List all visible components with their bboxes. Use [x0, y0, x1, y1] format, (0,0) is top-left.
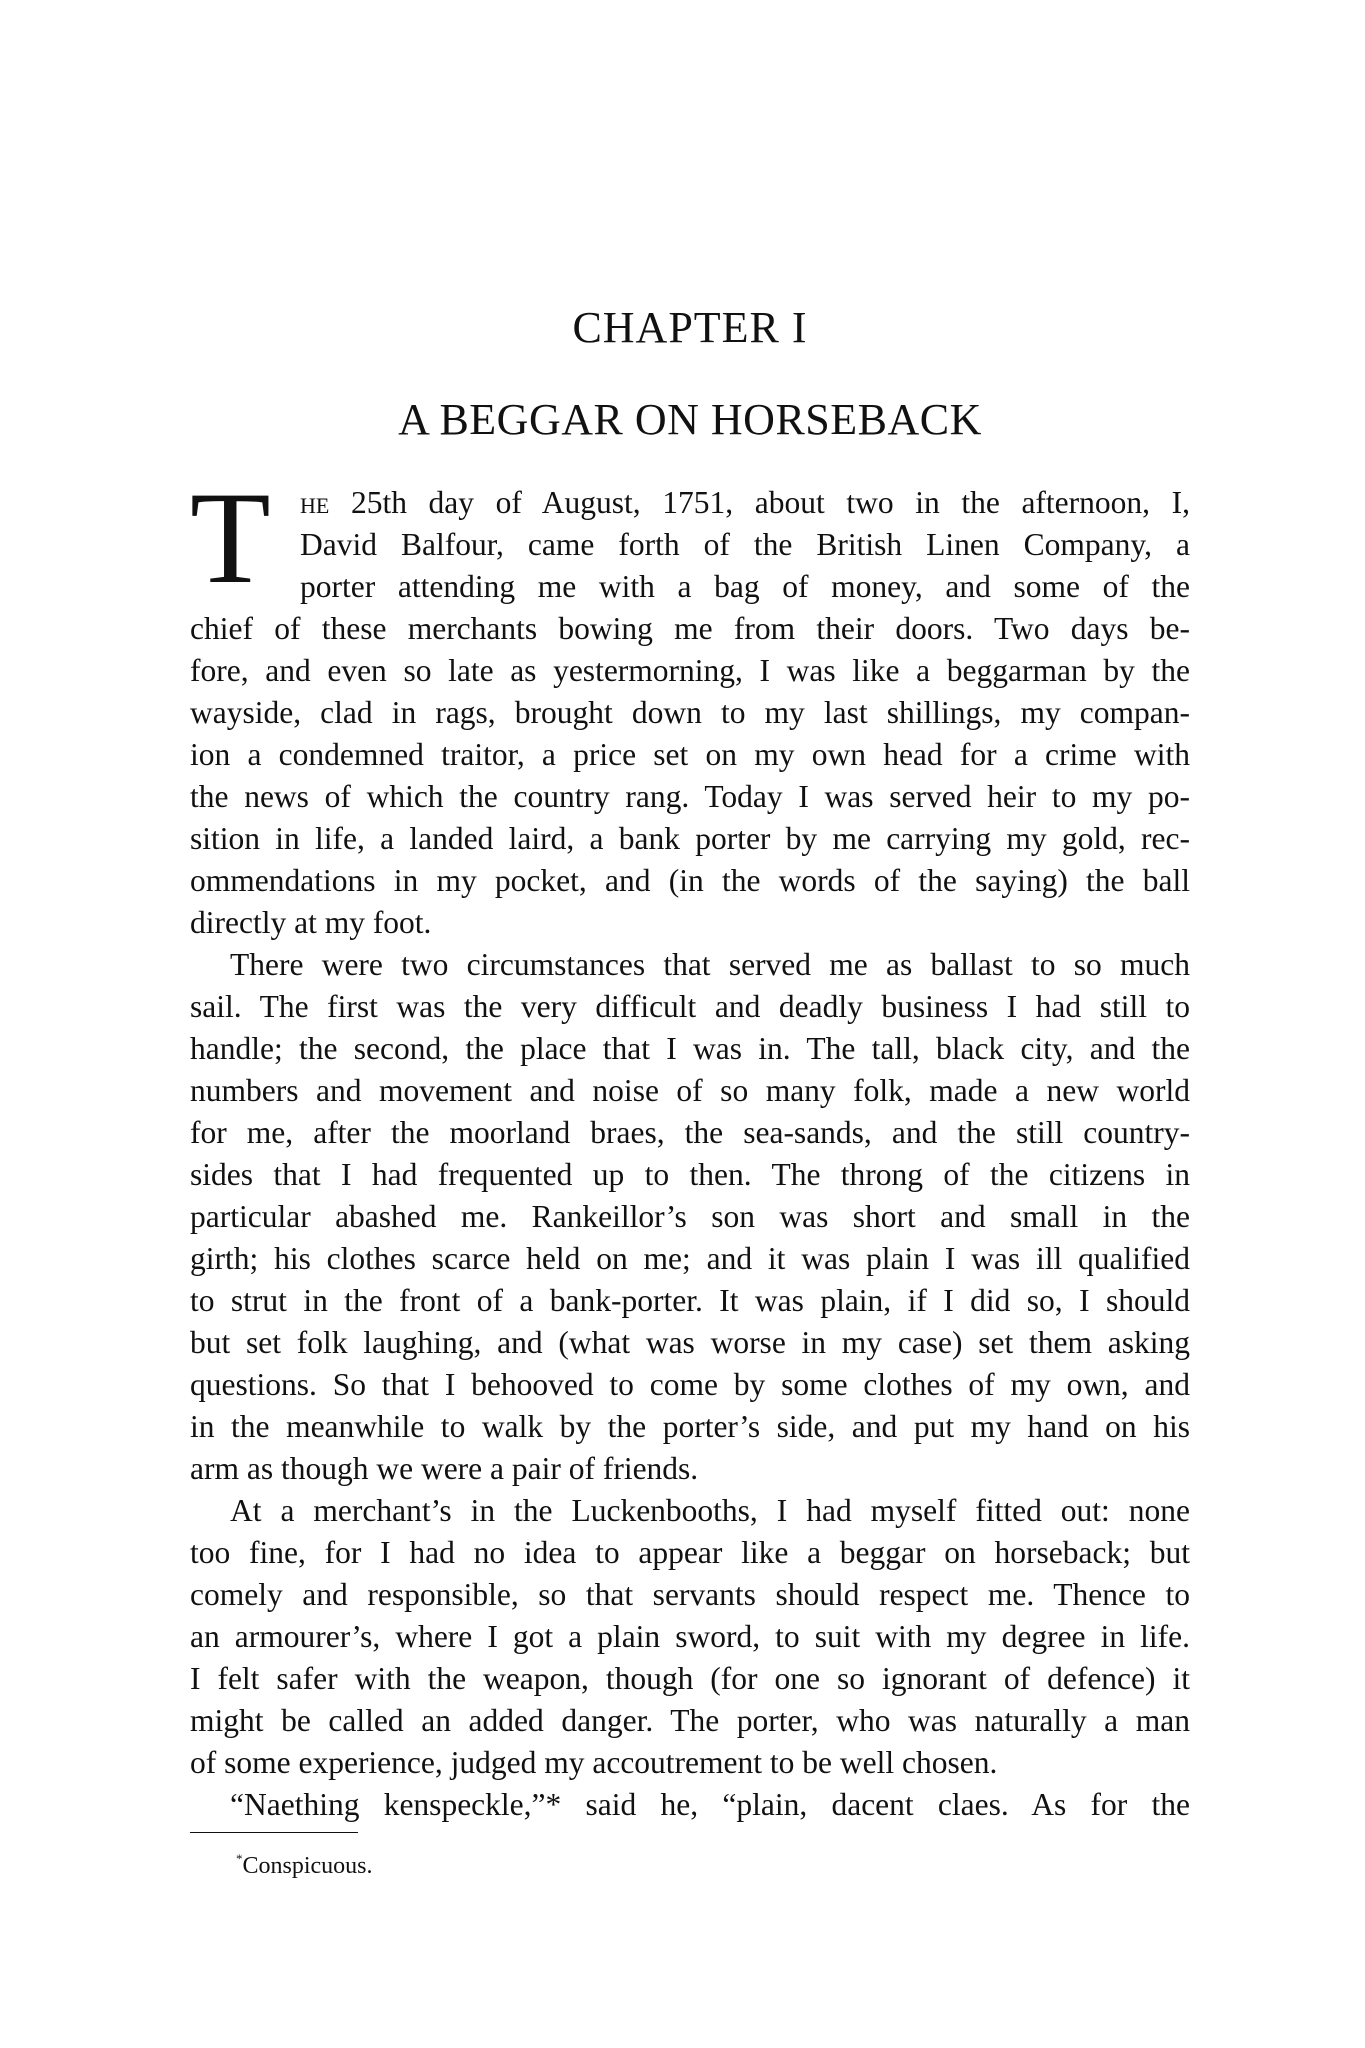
- paragraph-first-line: At a merchant’s in the Luckenbooths, I had myself fitted out: none: [230, 1493, 1190, 1528]
- footnote: [236, 1842, 373, 1883]
- text-line: ion a condemned traitor, a price set on my own head for a crime with: [190, 737, 1190, 772]
- paragraph-end-line: arm as though we were a pair of friends.: [190, 1451, 699, 1486]
- chapter-title: A BEGGAR ON HORSEBACK: [398, 395, 982, 444]
- text-line: I felt safer with the weapon, though (for one so ignorant of defence) it: [190, 1661, 1190, 1696]
- text-line: an armourer’s, where I got a plain sword, to suit with my degree in life.: [190, 1619, 1190, 1654]
- text-line: fore, and even so late as yestermorning, I was like a beggarman by the: [190, 653, 1190, 688]
- paragraph-end-line: directly at my foot.: [190, 905, 432, 940]
- text-line: sail. The first was the very difficult and deadly business I had still to: [190, 989, 1190, 1024]
- paragraph-first-line: “Naething kenspeckle,”* said he, “plain, dacent claes. As for the: [230, 1787, 1190, 1822]
- text-line: sides that I had frequented up to then. The throng of the citizens in: [190, 1157, 1190, 1192]
- text-line: particular abashed me. Rankeillor’s son was short and small in the: [190, 1199, 1190, 1234]
- text-line: sition in life, a landed laird, a bank porter by me carrying my gold, rec-: [190, 821, 1190, 856]
- footnote-text: Conspicuous.: [242, 1853, 373, 1879]
- book-page: [190, 0, 1190, 2048]
- chapter-number: CHAPTER I: [572, 303, 808, 352]
- first-word-small-caps: he: [300, 485, 330, 520]
- text-line: chief of these merchants bowing me from their doors. Two days be-: [190, 611, 1190, 646]
- footnote-mark: *: [236, 1851, 243, 1866]
- text-line: for me, after the moorland braes, the sea-sands, and the still country-: [190, 1115, 1190, 1150]
- paragraph-end-line: of some experience, judged my accoutrement to be well chosen.: [190, 1745, 998, 1780]
- text-line: the news of which the country rang. Today I was served heir to my po-: [190, 779, 1190, 814]
- text-line: wayside, clad in rags, brought down to my last shillings, my compan-: [190, 695, 1190, 730]
- text-line: comely and responsible, so that servants should respect me. Thence to: [190, 1577, 1190, 1612]
- text-line: might be called an added danger. The porter, who was naturally a man: [190, 1703, 1190, 1738]
- text-line: he 25th day of August, 1751, about two in the afternoon, I,: [300, 485, 1190, 520]
- drop-cap: T: [190, 464, 271, 611]
- text-line: but set folk laughing, and (what was worse in my case) set them asking: [190, 1325, 1190, 1360]
- text-line: handle; the second, the place that I was in. The tall, black city, and the: [190, 1031, 1190, 1066]
- text-line: girth; his clothes scarce held on me; and it was plain I was ill qualified: [190, 1241, 1190, 1276]
- footnote-rule: [190, 1832, 358, 1833]
- text-line: questions. So that I behooved to come by some clothes of my own, and: [190, 1367, 1190, 1402]
- paragraph-first-line: There were two circumstances that served me as ballast to so much: [230, 947, 1190, 982]
- text-line: numbers and movement and noise of so many folk, made a new world: [190, 1073, 1190, 1108]
- text-line: in the meanwhile to walk by the porter’s side, and put my hand on his: [190, 1409, 1190, 1444]
- text-line: to strut in the front of a bank-porter. It was plain, if I did so, I should: [190, 1283, 1190, 1318]
- text-line: David Balfour, came forth of the British Linen Company, a: [300, 527, 1190, 562]
- text-line: ommendations in my pocket, and (in the words of the saying) the ball: [190, 863, 1190, 898]
- text-line: porter attending me with a bag of money, and some of the: [300, 569, 1190, 604]
- text-line: too fine, for I had no idea to appear like a beggar on horseback; but: [190, 1535, 1190, 1570]
